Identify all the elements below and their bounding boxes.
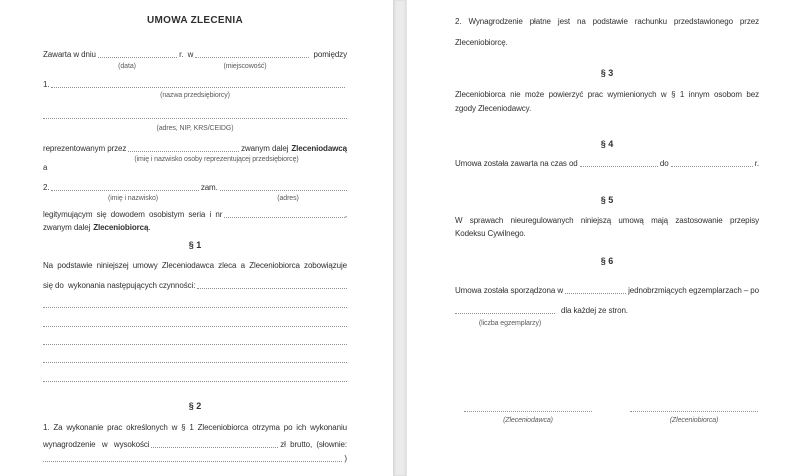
contractor-name-label: (imię i nazwisko) bbox=[107, 195, 159, 202]
company-address-blank bbox=[43, 114, 347, 119]
page-divider bbox=[393, 0, 407, 476]
section-2-text-line2 bbox=[43, 439, 347, 450]
section-2-heading: § 2 bbox=[188, 401, 202, 411]
duration-to-text: do bbox=[659, 159, 669, 168]
section-3-text-line2: zgody Zleceniodawcy. bbox=[455, 104, 532, 113]
salary-words-blank bbox=[43, 457, 342, 462]
company-name-blank bbox=[51, 83, 345, 88]
section-1-text-line2 bbox=[43, 280, 347, 291]
section-1-heading: § 1 bbox=[188, 240, 202, 250]
party2-zam: zam. bbox=[200, 183, 218, 192]
date-label: (data) bbox=[118, 63, 136, 70]
represented-text-2: zwanym dalej bbox=[241, 144, 289, 153]
company-name-label: (nazwa przedsiębiorcy) bbox=[160, 92, 230, 99]
contractor-term-line bbox=[43, 222, 347, 233]
duration-year-text: r. bbox=[754, 159, 759, 168]
tasks-blank-5 bbox=[43, 371, 347, 382]
party1-address-line bbox=[43, 110, 347, 121]
page-2 bbox=[407, 0, 800, 476]
principal-term: Zleceniodawcą bbox=[291, 144, 347, 153]
date-to-blank bbox=[671, 162, 753, 167]
contractor-name-blank bbox=[51, 186, 198, 191]
contractor-address-blank bbox=[220, 186, 347, 191]
duration-from-text: Umowa została zawarta na czas od bbox=[455, 159, 578, 168]
principal-signature-label: (Zleceniodawca) bbox=[503, 417, 553, 424]
intro-text-3: pomiędzy bbox=[313, 50, 347, 59]
contract-title: UMOWA ZLECENIA bbox=[146, 15, 244, 26]
conjunction-a: a bbox=[43, 163, 48, 172]
section-2-text-line1: 1. Za wykonanie prac określonych w § 1 Zleceniobiorca otrzyma po ich wykonaniu bbox=[43, 423, 347, 432]
section-5-heading: § 5 bbox=[600, 195, 614, 205]
id-card-line bbox=[43, 209, 347, 220]
contractor-signature-label: (Zleceniobiorca) bbox=[669, 417, 719, 424]
representative-name-label: (imię i nazwisko osoby reprezentującej przedsiębiorcę) bbox=[134, 156, 299, 163]
copies-count-label: (liczba egzemplarzy) bbox=[478, 320, 542, 327]
copies-text-3: dla każdej ze stron. bbox=[561, 306, 628, 315]
copies-count-blank-2 bbox=[455, 309, 555, 314]
page-1 bbox=[0, 0, 393, 476]
id-card-text: legitymującym się dowodem osobistym seria i nr bbox=[43, 210, 223, 219]
place-blank bbox=[195, 53, 308, 58]
section-1-text-line2-text: się do wykonania następujących czynności: bbox=[43, 281, 196, 290]
party1-line bbox=[43, 79, 347, 90]
copies-text-2: jednobrzmiących egzemplarzach – po bbox=[628, 286, 759, 295]
represented-line bbox=[43, 143, 347, 154]
tasks-blank-3 bbox=[43, 334, 347, 345]
section-2-text-line3 bbox=[43, 453, 347, 464]
id-card-blank bbox=[224, 213, 345, 218]
section-6-text-line1 bbox=[455, 285, 759, 296]
page-1-content bbox=[43, 0, 347, 476]
intro-line bbox=[43, 49, 347, 60]
section-3-heading: § 3 bbox=[600, 68, 614, 78]
section-4-heading: § 4 bbox=[600, 139, 614, 149]
party1-number: 1. bbox=[43, 80, 50, 89]
section-5-text-line1: W sprawach nieuregulowanych niniejszą umową mają zastosowanie przepisy bbox=[455, 216, 759, 225]
contractor-signature bbox=[630, 404, 758, 425]
tasks-blank-4 bbox=[43, 352, 347, 363]
copies-text-1: Umowa została sporządzona w bbox=[455, 286, 564, 295]
section-5-text-line2: Kodeksu Cywilnego. bbox=[455, 229, 526, 238]
principal-signature bbox=[464, 404, 592, 425]
payment-text-line1: 2. Wynagrodzenie płatne jest na podstawie rachunku przedstawionego przez bbox=[455, 17, 759, 26]
page-2-content bbox=[455, 0, 759, 476]
party2-number: 2. bbox=[43, 183, 50, 192]
represented-text-1: reprezentowanym przez bbox=[43, 144, 127, 153]
party2-line bbox=[43, 182, 347, 193]
salary-words-close-paren: ) bbox=[344, 454, 347, 463]
contractor-term-period: . bbox=[148, 223, 151, 232]
representative-name-blank bbox=[128, 147, 239, 152]
intro-text-1: Zawarta w dniu bbox=[43, 50, 96, 59]
place-label: (miejscowość) bbox=[223, 63, 267, 70]
copies-count-blank bbox=[565, 289, 626, 294]
section-3-text-line1: Zleceniobiorca nie może powierzyć prac wymienionych w § 1 innym osobom bez bbox=[455, 90, 759, 99]
section-6-text-line2 bbox=[455, 305, 759, 316]
principal-signature-line bbox=[464, 404, 592, 412]
salary-text: wynagrodzenie w wysokości bbox=[43, 440, 150, 449]
date-blank bbox=[98, 53, 177, 58]
salary-amount-blank bbox=[151, 443, 278, 448]
intro-text-2: r. w bbox=[179, 50, 194, 59]
section-1-text-line1: Na podstawie niniejszej umowy Zleceniodawca zleca a Zleceniobiorca zobowiązuje bbox=[43, 261, 347, 270]
contractor-address-label: (adres) bbox=[277, 195, 299, 202]
tasks-blank-0 bbox=[197, 284, 347, 289]
payment-text-line2: Zleceniobiorcę. bbox=[455, 38, 508, 47]
section-4-text-line bbox=[455, 158, 759, 169]
tasks-blank-1 bbox=[43, 297, 347, 308]
contractor-signature-line bbox=[630, 404, 758, 412]
contractor-term: Zleceniobiorcą bbox=[93, 223, 149, 232]
contractor-term-text: zwanym dalej bbox=[43, 223, 91, 232]
salary-gross-text: zł brutto, (słownie: bbox=[280, 440, 347, 449]
tasks-blank-2 bbox=[43, 316, 347, 327]
date-from-blank bbox=[580, 162, 658, 167]
company-address-label: (adres, NIP, KRS/CEIDG) bbox=[156, 125, 234, 132]
section-6-heading: § 6 bbox=[600, 256, 614, 266]
id-card-comma: , bbox=[344, 210, 347, 219]
